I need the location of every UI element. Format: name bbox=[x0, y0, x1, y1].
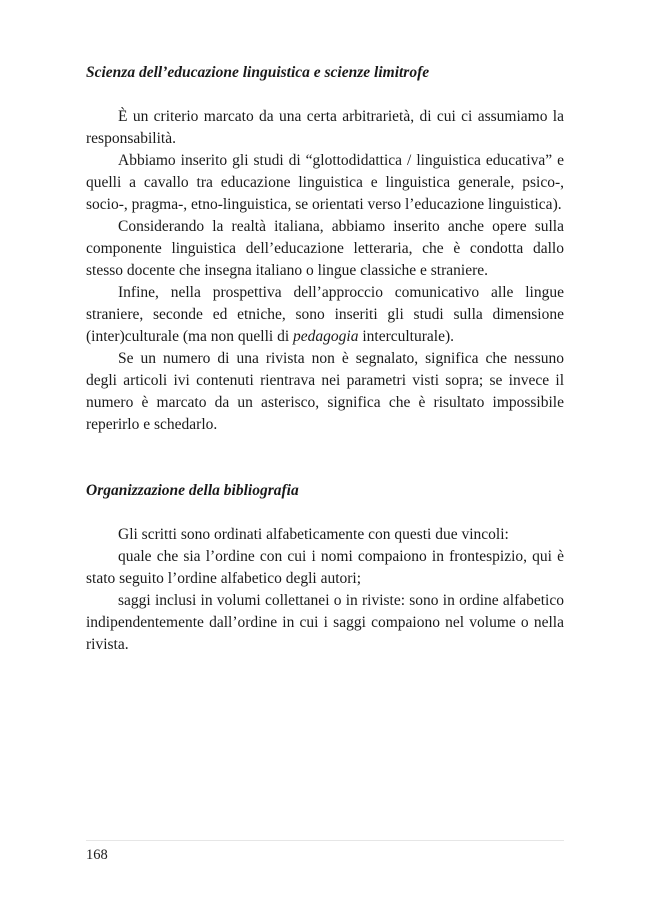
paragraph: Gli scritti sono ordinati alfabeticamente con questi due vincoli: bbox=[118, 526, 509, 543]
paragraph-text: interculturale). bbox=[358, 328, 455, 345]
page-number: 168 bbox=[86, 847, 108, 863]
spacer bbox=[86, 84, 564, 106]
paragraph: Abbiamo inserito gli studi di “glottodidattica / linguistica educativa” e quelli a cavallo tra educazione linguistica e linguistica generale, psico-, socio-, pragma-, etno-linguistica, se orientati verso l’educazione linguistica). bbox=[86, 152, 564, 213]
spacer bbox=[86, 502, 564, 524]
section-title-organizzazione: Organizzazione della bibliografia bbox=[86, 482, 299, 499]
paragraph: È un criterio marcato da una certa arbitrarietà, di cui ci assumiamo la responsabilità. bbox=[86, 108, 564, 147]
paragraph: quale che sia l’ordine con cui i nomi compaiono in frontespizio, qui è stato seguito l’ordine alfabetico degli autori; bbox=[86, 548, 564, 587]
section-title-scienza: Scienza dell’educazione linguistica e scienze limitrofe bbox=[86, 64, 430, 81]
paragraph-text: Infine, nella prospettiva dell’approccio comunicativo alle lingue straniere, seconde ed etniche, sono inseriti gli studi sulla dimensione (inter)culturale (ma non quelli di bbox=[86, 284, 564, 345]
page-body bbox=[86, 62, 564, 656]
paragraph: Considerando la realtà italiana, abbiamo inserito anche opere sulla componente linguistica dell’educazione letteraria, che è condotta dallo stesso docente che insegna italiano o lingue classiche e straniere. bbox=[86, 218, 564, 279]
footer-rule bbox=[86, 840, 564, 841]
paragraph: Se un numero di una rivista non è segnalato, significa che nessuno degli articoli ivi contenuti rientrava nei parametri visti sopra; se invece il numero è marcato da un asterisco, significa che è risultato impossibile reperirlo e schedarlo. bbox=[86, 350, 564, 433]
paragraph: saggi inclusi in volumi collettanei o in riviste: sono in ordine alfabetico indipendentemente dall’ordine in cui i saggi compaiono nel volume o nella rivista. bbox=[86, 592, 564, 653]
emphasis-pedagogia: pedagogia bbox=[293, 328, 359, 345]
spacer bbox=[86, 436, 564, 480]
paragraph bbox=[86, 282, 564, 348]
